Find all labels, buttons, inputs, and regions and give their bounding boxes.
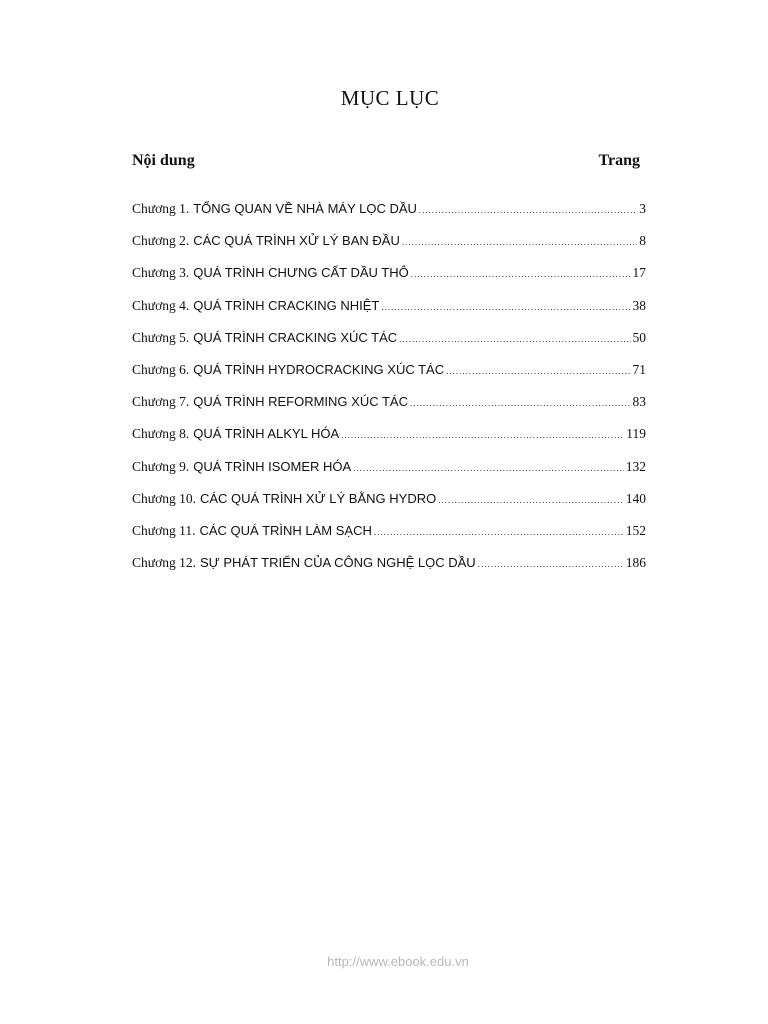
chapter-number: Chương 8. xyxy=(132,426,190,442)
page-number: 17 xyxy=(632,265,646,281)
dot-leader xyxy=(410,394,631,412)
chapter-title: TỔNG QUAN VỀ NHÀ MÁY LỌC DẦU xyxy=(193,201,417,216)
chapter-title: QUÁ TRÌNH CHƯNG CẤT DẦU THÔ xyxy=(193,265,409,281)
chapter-title: QUÁ TRÌNH CRACKING NHIỆT xyxy=(193,297,380,313)
dot-leader xyxy=(399,330,630,348)
chapter-number: Chương 2. xyxy=(132,233,190,249)
chapter-number: Chương 4. xyxy=(132,297,190,313)
page-number: 83 xyxy=(632,394,646,410)
page-number: 186 xyxy=(625,555,646,571)
chapter-number: Chương 1. xyxy=(132,201,190,216)
dot-leader xyxy=(402,233,637,251)
chapter-number: Chương 11. xyxy=(132,522,196,538)
toc-entry[interactable] xyxy=(132,201,646,233)
dot-leader xyxy=(381,298,630,316)
page-number: 71 xyxy=(632,361,646,377)
chapter-number: Chương 3. xyxy=(132,265,190,281)
dot-leader xyxy=(478,555,624,573)
toc-entry[interactable] xyxy=(132,298,646,330)
chapter-number: Chương 12. xyxy=(132,555,196,571)
page-number: 8 xyxy=(639,233,646,249)
toc-entry[interactable] xyxy=(132,459,646,491)
chapter-number: Chương 9. xyxy=(132,458,190,474)
chapter-number: Chương 5. xyxy=(132,329,190,345)
chapter-title: CÁC QUÁ TRÌNH XỬ LÝ BẰNG HYDRO xyxy=(199,490,437,506)
toc-list xyxy=(132,201,646,587)
toc-entry[interactable] xyxy=(132,233,646,265)
page-number: 132 xyxy=(625,458,646,474)
page-number: 140 xyxy=(625,490,646,506)
dot-leader xyxy=(374,523,624,541)
chapter-title: CÁC QUÁ TRÌNH LÀM SẠCH xyxy=(199,522,372,538)
dot-leader xyxy=(411,265,631,283)
toc-entry[interactable] xyxy=(132,394,646,426)
content-column-label: Nội dung xyxy=(132,152,195,169)
toc-entry[interactable] xyxy=(132,523,646,555)
page-column-label: Trang xyxy=(598,152,640,169)
dot-leader xyxy=(438,491,624,509)
chapter-title: QUÁ TRÌNH ALKYL HÓA xyxy=(193,426,340,442)
chapter-number: Chương 6. xyxy=(132,361,190,377)
toc-entry[interactable] xyxy=(132,362,646,394)
page-number: 152 xyxy=(625,522,646,538)
toc-entry[interactable] xyxy=(132,555,646,587)
toc-entry[interactable] xyxy=(132,491,646,523)
page-number: 3 xyxy=(639,201,646,216)
chapter-title: QUÁ TRÌNH CRACKING XÚC TÁC xyxy=(193,329,398,345)
toc-entry[interactable] xyxy=(132,426,646,458)
footer-url: http://www.ebook.edu.vn xyxy=(327,954,469,969)
dot-leader xyxy=(353,459,624,477)
page-title: MỤC LỤC xyxy=(340,86,440,110)
chapter-title: CÁC QUÁ TRÌNH XỬ LÝ BAN ĐẦU xyxy=(193,233,400,249)
page-number: 119 xyxy=(626,426,646,442)
chapter-number: Chương 10. xyxy=(132,490,196,506)
chapter-title: QUÁ TRÌNH HYDROCRACKING XÚC TÁC xyxy=(193,361,445,377)
dot-leader xyxy=(341,426,624,444)
chapter-title: QUÁ TRÌNH ISOMER HÓA xyxy=(193,458,352,474)
toc-entry[interactable] xyxy=(132,265,646,297)
chapter-title: SỰ PHÁT TRIỂN CỦA CÔNG NGHỆ LỌC DẦU xyxy=(199,555,476,571)
page-number: 38 xyxy=(632,297,646,313)
toc-entry[interactable] xyxy=(132,330,646,362)
toc-header xyxy=(132,152,640,170)
dot-leader xyxy=(419,201,637,219)
chapter-title: QUÁ TRÌNH REFORMING XÚC TÁC xyxy=(193,394,408,410)
page-number: 50 xyxy=(632,329,646,345)
dot-leader xyxy=(446,362,630,380)
chapter-number: Chương 7. xyxy=(132,394,190,410)
